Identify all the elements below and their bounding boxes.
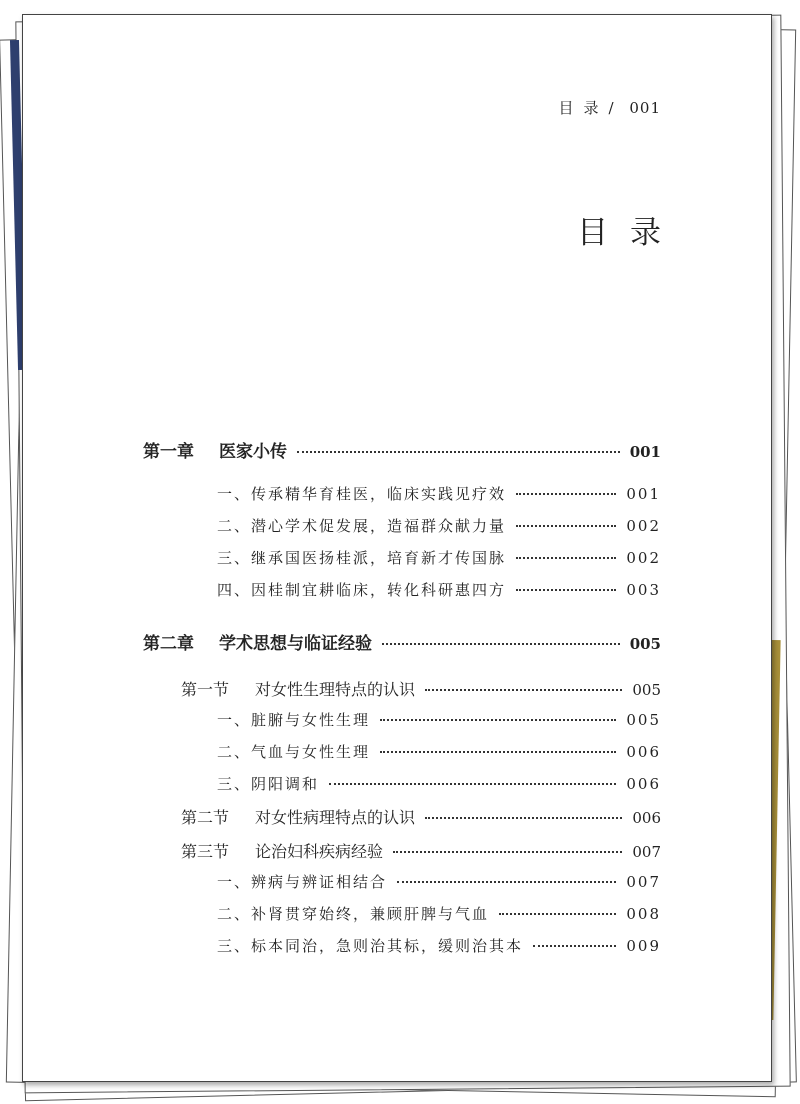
toc-item[interactable] (23, 547, 661, 568)
toc-page-number: 005 (632, 681, 661, 699)
toc-entry-title (23, 677, 415, 700)
dot-leader (380, 719, 616, 721)
toc-entry-title (23, 709, 370, 730)
dot-leader (329, 783, 616, 785)
toc-page-number: 007 (626, 873, 661, 891)
toc-page-number: 006 (626, 775, 661, 793)
toc-page-number: 002 (626, 549, 661, 567)
toc-chapter[interactable] (23, 629, 661, 654)
toc-entry-title (23, 805, 415, 828)
toc-page-number: 006 (626, 743, 661, 761)
toc-entry-text: 二、补肾贯穿始终，兼顾肝脾与气血 (217, 905, 490, 923)
toc-page-number: 005 (626, 711, 661, 729)
toc-entry-text: 三、标本同治，急则治其标，缓则治其本 (217, 937, 524, 955)
dot-leader (516, 525, 616, 527)
toc-entry-text: 一、传承精华育桂医，临床实践见疗效 (217, 485, 507, 503)
toc-entry-number: 第二节 (181, 808, 230, 827)
toc-page-number: 009 (626, 937, 661, 955)
toc-entry-number: 第二章 (143, 634, 194, 654)
toc-page-number: 002 (626, 517, 661, 535)
dot-leader (425, 689, 622, 691)
toc-entry-text: 对女性病理特点的认识 (255, 808, 416, 827)
toc-item[interactable] (23, 579, 661, 600)
toc-entry-title (23, 515, 506, 536)
dot-leader (393, 851, 622, 853)
toc-page-number: 003 (626, 581, 661, 599)
toc-page-number: 008 (626, 905, 661, 923)
toc-entry-text: 三、继承国医扬桂派，培育新才传国脉 (217, 549, 507, 567)
toc-item[interactable] (23, 483, 661, 504)
toc-entry-text: 二、潜心学术促发展，造福群众献力量 (217, 517, 507, 535)
toc-entry-text: 对女性生理特点的认识 (255, 680, 416, 699)
toc-entry-title (23, 437, 287, 462)
toc-section[interactable] (23, 805, 661, 828)
toc-item[interactable] (23, 935, 661, 956)
dot-leader (425, 817, 622, 819)
toc-entry-text: 学术思想与临证经验 (219, 634, 372, 654)
toc-entry-number: 第一章 (143, 442, 194, 462)
toc-entry-text: 二、气血与女性生理 (217, 743, 371, 761)
document-page (22, 14, 772, 1082)
toc-page-number: 006 (632, 809, 661, 827)
toc-entry-text: 医家小传 (219, 442, 287, 462)
toc-item[interactable] (23, 515, 661, 536)
toc-entry-text: 论治妇科疾病经验 (255, 842, 384, 861)
toc-item[interactable] (23, 903, 661, 924)
toc-entry-title (23, 871, 387, 892)
dot-leader (382, 643, 620, 645)
dot-leader (380, 751, 616, 753)
running-header (559, 97, 661, 118)
toc-chapter[interactable] (23, 437, 661, 462)
toc-page-number: 001 (629, 443, 661, 461)
toc-entry-title (23, 903, 489, 924)
toc-entry-title (23, 773, 319, 794)
toc-entry-title (23, 741, 370, 762)
toc-entry-number: 第三节 (181, 842, 230, 861)
dot-leader (516, 589, 616, 591)
toc-entry-title (23, 547, 506, 568)
running-header-title: 目录/ (558, 99, 624, 117)
dot-leader (397, 881, 616, 883)
toc-page-number: 005 (629, 635, 661, 653)
dot-leader (516, 493, 616, 495)
toc-entry-text: 四、因桂制宜耕临床，转化科研惠四方 (217, 581, 507, 599)
toc-page-number: 001 (626, 485, 661, 503)
toc-page-number: 007 (632, 843, 661, 861)
toc-entry-title (23, 935, 523, 956)
toc-entry-text: 一、脏腑与女性生理 (217, 711, 371, 729)
toc-entry-number: 第一节 (181, 680, 230, 699)
toc-item[interactable] (23, 871, 661, 892)
page-title: 目录 (577, 215, 683, 251)
dot-leader (499, 913, 616, 915)
toc-entry-text: 三、阴阳调和 (217, 775, 320, 793)
toc-section[interactable] (23, 839, 661, 862)
dot-leader (533, 945, 616, 947)
toc-item[interactable] (23, 741, 661, 762)
dot-leader (516, 557, 616, 559)
toc-entry-title (23, 579, 506, 600)
toc-entry-text: 一、辨病与辨证相结合 (217, 873, 388, 891)
toc-item[interactable] (23, 773, 661, 794)
toc-item[interactable] (23, 709, 661, 730)
running-header-page-number: 001 (629, 99, 661, 117)
toc-entry-title (23, 483, 506, 504)
toc-entry-title (23, 629, 372, 654)
toc-entry-title (23, 839, 383, 862)
dot-leader (297, 451, 620, 453)
toc-section[interactable] (23, 677, 661, 700)
